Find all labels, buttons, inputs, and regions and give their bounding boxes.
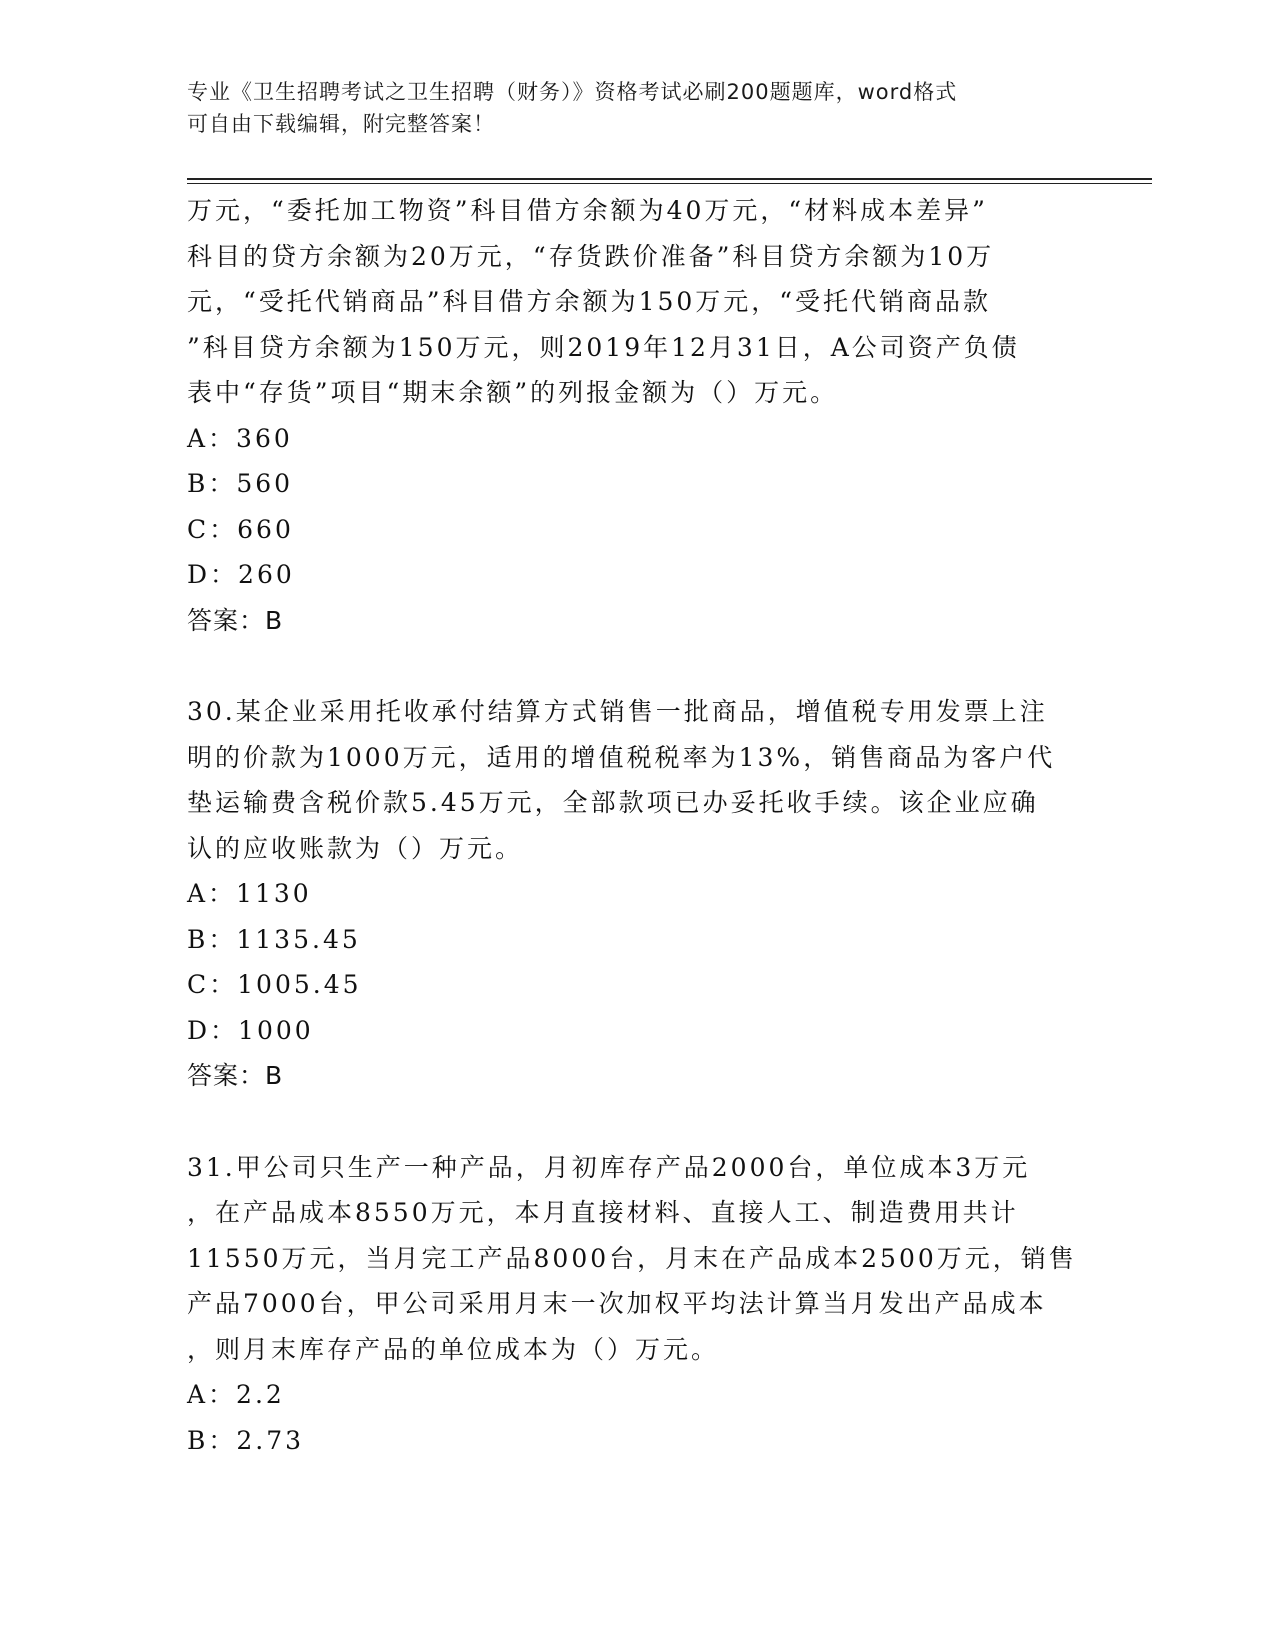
header-divider-thin: [187, 183, 1152, 184]
option-c: C：660: [187, 514, 294, 544]
option-a: A：1130: [187, 879, 312, 908]
option-b: B：560: [187, 469, 294, 498]
question-content: [187, 188, 1087, 1463]
option-d: D：260: [187, 560, 295, 589]
option-c: C：1005.45: [187, 970, 362, 999]
question-text-line: 表中“存货”项目“期末余额”的列报金额为（）万元。: [187, 378, 839, 407]
option-a: A：2.2: [187, 1380, 285, 1409]
question-text-line: ”科目贷方余额为150万元，则2019年12月31日，A公司资产负债: [187, 332, 1020, 362]
option-d: D：1000: [187, 1015, 314, 1045]
answer-label: 答案：B: [187, 1061, 284, 1090]
question-spacer: [187, 643, 1087, 689]
question-text-line: 明的价款为1000万元，适用的增值税税率为13%，销售商品为客户代: [187, 742, 1056, 772]
question-text-line: ，则月末库存产品的单位成本为（）万元。: [187, 1334, 720, 1364]
question-29-continued: [187, 188, 1087, 643]
option-a: A：360: [187, 423, 293, 453]
document-header: [187, 76, 1087, 140]
question-text-line: 30.某企业采用托收承付结算方式销售一批商品，增值税专用发票上注: [187, 697, 1048, 726]
header-divider-thick: [187, 178, 1152, 180]
question-text-line: ，在产品成本8550万元，本月直接材料、直接人工、制造费用共计: [187, 1198, 1019, 1227]
question-text-line: 31.甲公司只生产一种产品，月初库存产品2000台，单位成本3万元: [187, 1152, 1031, 1182]
question-spacer: [187, 1099, 1087, 1145]
header-title-line-2: 可自由下载编辑，附完整答案！: [187, 112, 495, 136]
question-text-line: 元，“受托代销商品”科目借方余额为150万元，“受托代销商品款: [187, 287, 992, 316]
question-30: [187, 689, 1087, 1099]
question-31: [187, 1145, 1087, 1464]
question-text-line: 11550万元，当月完工产品8000台，月末在产品成本2500万元，销售: [187, 1243, 1077, 1273]
question-text-line: 万元，“委托加工物资”科目借方余额为40万元，“材料成本差异”: [187, 196, 988, 225]
question-text-line: 垫运输费含税价款5.45万元，全部款项已办妥托收手续。该企业应确: [187, 788, 1039, 817]
question-text-line: 科目的贷方余额为20万元，“存货跌价准备”科目贷方余额为10万: [187, 241, 995, 271]
option-b: B：2.73: [187, 1425, 305, 1455]
header-title-line-1: 专业《卫生招聘考试之卫生招聘（财务）》资格考试必刷200题题库，word格式: [187, 80, 958, 104]
question-text-line: 产品7000台，甲公司采用月末一次加权平均法计算当月发出产品成本: [187, 1289, 1047, 1318]
question-text-line: 认的应收账款为（）万元。: [187, 833, 524, 863]
option-b: B：1135.45: [187, 924, 361, 954]
answer-label: 答案：B: [187, 605, 284, 635]
